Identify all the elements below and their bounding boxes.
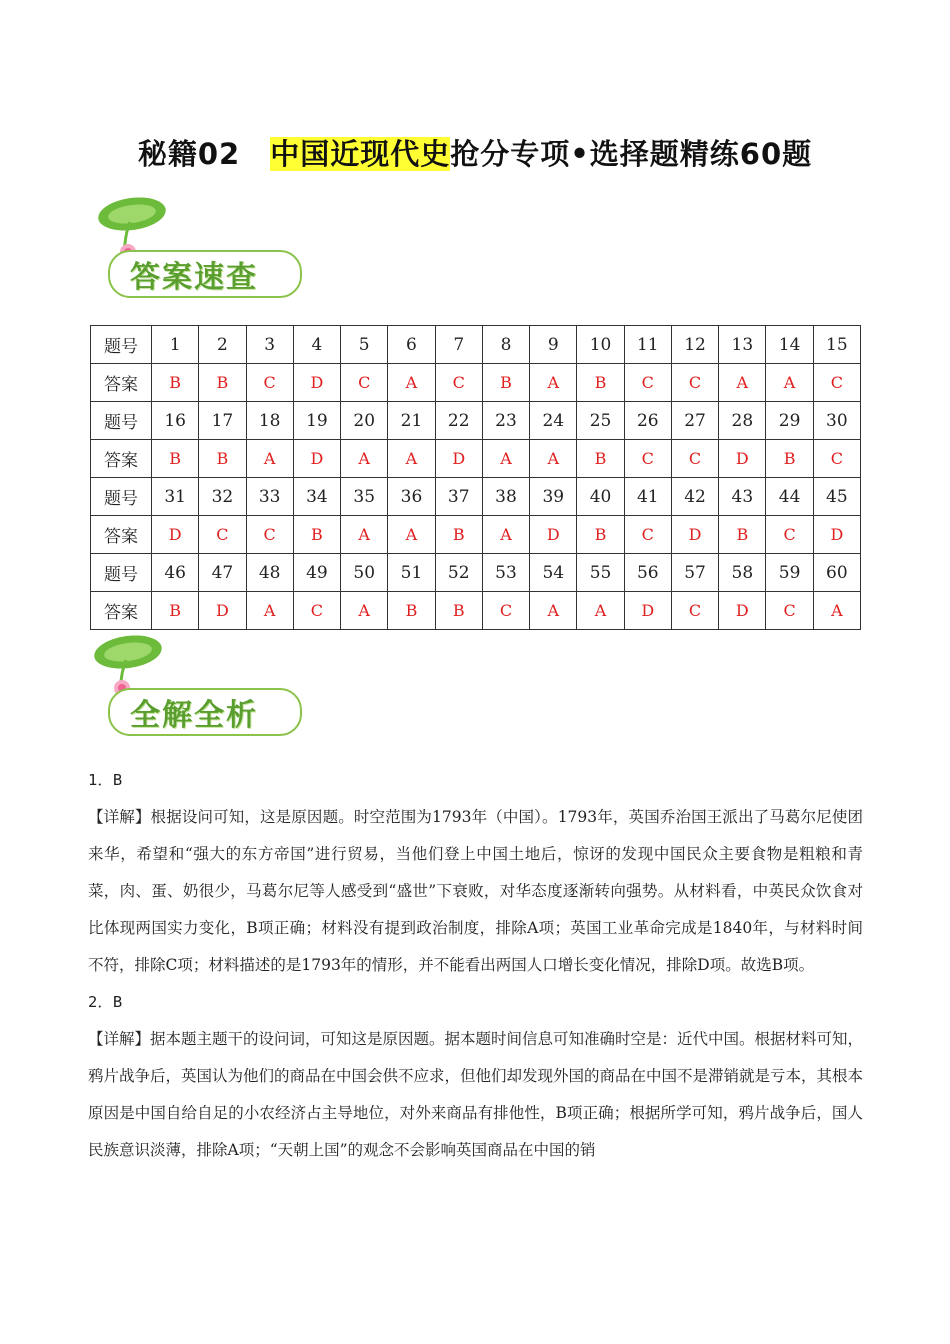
page-title: [0, 132, 950, 173]
answer-cell: C: [813, 440, 860, 478]
answer-cell: C: [341, 364, 388, 402]
title-suffix: 抢分专项•选择题精练60题: [450, 137, 813, 171]
answer-cell: C: [671, 364, 718, 402]
question-number-cell: 49: [293, 554, 340, 592]
answer-cell: C: [199, 516, 246, 554]
answer-cell: D: [719, 592, 766, 630]
answer-cell: B: [293, 516, 340, 554]
row-label: 题号: [91, 326, 152, 364]
question-number-cell: 29: [766, 402, 813, 440]
question-number-cell: 24: [530, 402, 577, 440]
answer-cell: A: [246, 592, 293, 630]
question-number-cell: 58: [719, 554, 766, 592]
answer-cell: B: [482, 364, 529, 402]
answer-table: [90, 325, 861, 630]
question-number-cell: 9: [530, 326, 577, 364]
question-number-cell: 48: [246, 554, 293, 592]
question-number-cell: 37: [435, 478, 482, 516]
full-analysis-title: 全解全析: [130, 698, 258, 733]
question-number-cell: 45: [813, 478, 860, 516]
full-analysis-banner: [90, 630, 305, 740]
answer-cell: B: [577, 440, 624, 478]
question-number-cell: 1: [152, 326, 199, 364]
question-number-cell: 33: [246, 478, 293, 516]
answer-cell: C: [813, 364, 860, 402]
question-number-cell: 23: [482, 402, 529, 440]
question-number-cell: 4: [293, 326, 340, 364]
question-number-cell: 42: [671, 478, 718, 516]
answer-cell: C: [766, 516, 813, 554]
answer-cell: C: [671, 440, 718, 478]
answer-cell: A: [719, 364, 766, 402]
row-label: 题号: [91, 402, 152, 440]
question-number: 2．B: [88, 993, 123, 1011]
row-label: 答案: [91, 440, 152, 478]
answer-cell: D: [530, 516, 577, 554]
answer-cell: A: [482, 440, 529, 478]
answer-cell: B: [152, 440, 199, 478]
question-number-cell: 12: [671, 326, 718, 364]
question-number-cell: 60: [813, 554, 860, 592]
question-number-cell: 14: [766, 326, 813, 364]
question-number-row: [91, 554, 861, 592]
answer-cell: A: [341, 592, 388, 630]
question-number-cell: 50: [341, 554, 388, 592]
question-number-cell: 6: [388, 326, 435, 364]
title-highlight: 中国近现代史: [270, 137, 451, 171]
question-number-cell: 53: [482, 554, 529, 592]
row-label: 答案: [91, 364, 152, 402]
answer-cell: B: [435, 516, 482, 554]
answer-cell: C: [246, 364, 293, 402]
answer-cell: C: [624, 364, 671, 402]
answer-row: [91, 440, 861, 478]
answer-cell: B: [388, 592, 435, 630]
answer-cell: B: [766, 440, 813, 478]
answer-cell: A: [766, 364, 813, 402]
question-number-cell: 21: [388, 402, 435, 440]
answer-row: [91, 516, 861, 554]
answer-cell: B: [719, 516, 766, 554]
answer-cell: A: [813, 592, 860, 630]
answer-cell: C: [246, 516, 293, 554]
answer-cell: A: [341, 440, 388, 478]
answer-cell: A: [482, 516, 529, 554]
answer-cell: B: [152, 592, 199, 630]
question-number-cell: 52: [435, 554, 482, 592]
answer-cell: A: [388, 516, 435, 554]
question-number-cell: 7: [435, 326, 482, 364]
question-number-cell: 18: [246, 402, 293, 440]
answer-quick-banner: [90, 192, 305, 302]
answer-cell: A: [530, 364, 577, 402]
question-number-cell: 22: [435, 402, 482, 440]
answer-cell: B: [199, 364, 246, 402]
question-number-cell: 20: [341, 402, 388, 440]
answer-cell: B: [199, 440, 246, 478]
analysis-content: [88, 762, 863, 1169]
row-label: 答案: [91, 516, 152, 554]
question-number-cell: 28: [719, 402, 766, 440]
answer-cell: D: [813, 516, 860, 554]
question-number-cell: 35: [341, 478, 388, 516]
question-number-cell: 26: [624, 402, 671, 440]
answer-cell: D: [293, 440, 340, 478]
question-explanation: 【详解】据本题主题干的设问词，可知这是原因题。据本题时间信息可知准确时空是：近代中国。根据材料可知，鸦片战争后，英国认为他们的商品在中国会供不应求，但他们却发现外国的商品在中国不是滞销就是亏本，其根本原因是中国自给自足的小农经济占主导地位，对外来商品有排他性，B项正确；根据所学可知，鸦片战争后，国人民族意识淡薄，排除A项；“天朝上国”的观念不会影响英国商品在中国的销: [88, 1030, 864, 1159]
answer-row: [91, 364, 861, 402]
answer-cell: D: [293, 364, 340, 402]
answer-cell: D: [671, 516, 718, 554]
question-number-cell: 10: [577, 326, 624, 364]
row-label: 题号: [91, 554, 152, 592]
question-number-cell: 13: [719, 326, 766, 364]
question-number: 1．B: [88, 771, 123, 789]
question-number-cell: 16: [152, 402, 199, 440]
answer-cell: A: [577, 592, 624, 630]
answer-cell: B: [152, 364, 199, 402]
question-number-cell: 36: [388, 478, 435, 516]
question-number-cell: 43: [719, 478, 766, 516]
question-number-cell: 57: [671, 554, 718, 592]
question-number-row: [91, 326, 861, 364]
question-number-cell: 46: [152, 554, 199, 592]
answer-cell: C: [624, 516, 671, 554]
answer-cell: B: [577, 516, 624, 554]
answer-cell: A: [530, 592, 577, 630]
answer-cell: D: [624, 592, 671, 630]
question-number-cell: 59: [766, 554, 813, 592]
answer-row: [91, 592, 861, 630]
question-number-cell: 51: [388, 554, 435, 592]
row-label: 答案: [91, 592, 152, 630]
answer-cell: B: [435, 592, 482, 630]
answer-cell: A: [246, 440, 293, 478]
question-explanation: 【详解】根据设问可知，这是原因题。时空范围为1793年（中国）。1793年，英国乔治国王派出了马葛尔尼使团来华，希望和“强大的东方帝国”进行贸易，当他们登上中国土地后，惊讶的发现中国民众主要食物是粗粮和青菜，肉、蛋、奶很少，马葛尔尼等人感受到“盛世”下衰败，对华态度逐渐转向强势。从材料看，中英民众饮食对比体现两国实力变化，B项正确；材料没有提到政治制度，排除A项；英国工业革命完成是1840年，与材料时间不符，排除C项；材料描述的是1793年的情形，并不能看出两国人口增长变化情况，排除D项。故选B项。: [88, 808, 863, 974]
answer-quick-title: 答案速查: [130, 260, 258, 295]
question-number-cell: 27: [671, 402, 718, 440]
question-number-cell: 54: [530, 554, 577, 592]
question-number-row: [91, 402, 861, 440]
question-number-cell: 47: [199, 554, 246, 592]
question-number-cell: 3: [246, 326, 293, 364]
question-number-cell: 39: [530, 478, 577, 516]
question-number-cell: 32: [199, 478, 246, 516]
question-number-cell: 41: [624, 478, 671, 516]
question-number-cell: 38: [482, 478, 529, 516]
row-label: 题号: [91, 478, 152, 516]
answer-cell: C: [671, 592, 718, 630]
answer-cell: C: [293, 592, 340, 630]
question-number-cell: 11: [624, 326, 671, 364]
question-number-cell: 17: [199, 402, 246, 440]
answer-cell: D: [152, 516, 199, 554]
answer-cell: C: [482, 592, 529, 630]
answer-cell: A: [530, 440, 577, 478]
question-number-cell: 2: [199, 326, 246, 364]
title-prefix: 秘籍02: [137, 137, 241, 171]
answer-cell: C: [624, 440, 671, 478]
answer-cell: D: [719, 440, 766, 478]
question-number-cell: 40: [577, 478, 624, 516]
answer-cell: C: [435, 364, 482, 402]
question-number-cell: 19: [293, 402, 340, 440]
answer-cell: A: [341, 516, 388, 554]
question-number-cell: 8: [482, 326, 529, 364]
question-number-row: [91, 478, 861, 516]
question-number-cell: 44: [766, 478, 813, 516]
answer-cell: B: [577, 364, 624, 402]
answer-cell: C: [766, 592, 813, 630]
answer-cell: D: [435, 440, 482, 478]
question-number-cell: 56: [624, 554, 671, 592]
answer-cell: A: [388, 440, 435, 478]
question-number-cell: 5: [341, 326, 388, 364]
question-number-cell: 30: [813, 402, 860, 440]
question-number-cell: 25: [577, 402, 624, 440]
question-number-cell: 55: [577, 554, 624, 592]
answer-cell: A: [388, 364, 435, 402]
answer-cell: D: [199, 592, 246, 630]
question-number-cell: 15: [813, 326, 860, 364]
question-number-cell: 34: [293, 478, 340, 516]
question-number-cell: 31: [152, 478, 199, 516]
